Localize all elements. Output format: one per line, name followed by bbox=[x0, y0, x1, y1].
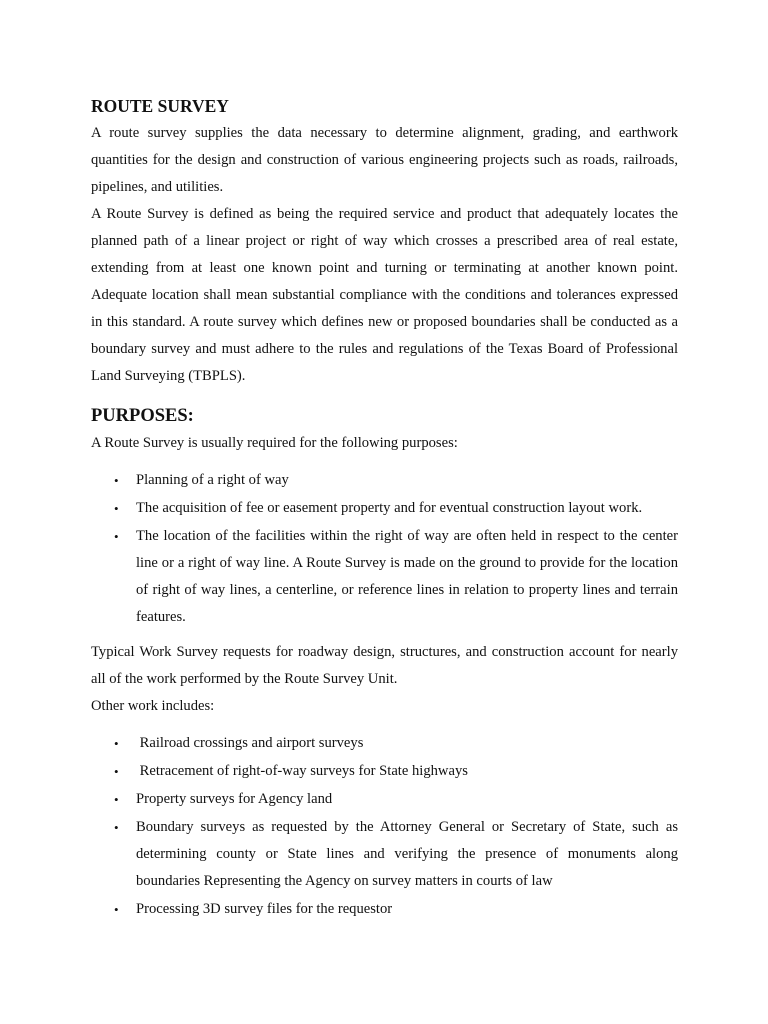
list-item-text: Planning of a right of way bbox=[136, 472, 289, 488]
list-item bbox=[91, 467, 678, 494]
bullet-icon: • bbox=[114, 792, 119, 807]
bullet-icon: • bbox=[114, 473, 119, 488]
list-item-text: Railroad crossings and airport surveys bbox=[136, 735, 364, 751]
list-item bbox=[91, 523, 678, 631]
list-item bbox=[91, 495, 678, 522]
list-item bbox=[91, 730, 678, 757]
work-paragraph: Typical Work Survey requests for roadway design, structures, and construction account for nearly all of the work performed by the Route Survey Unit. bbox=[91, 644, 678, 687]
list-item-text: Boundary surveys as requested by the Attorney General or Secretary of State, such as determining county or State lines and verifying the presence of monuments along boundaries Representing the Agency on survey matters in courts of law bbox=[136, 819, 678, 889]
bullet-icon: • bbox=[114, 736, 119, 751]
list-item-text: Property surveys for Agency land bbox=[136, 791, 333, 807]
list-item-text: Processing 3D survey files for the requestor bbox=[136, 901, 393, 917]
list-item-text: The location of the facilities within the right of way are often held in respect to the center line or a right of way line. A Route Survey is made on the ground to provide for the location of right of way lines, a centerline, or reference lines in relation to property lines and terrain features. bbox=[136, 528, 678, 625]
route-survey-definition: A Route Survey is defined as being the required service and product that adequately locates the planned path of a linear project or right of way which crosses a prescribed area of real estate, extending from at least one known point and turning or terminating at another known point. Adequate location shall mean substantial compliance with the conditions and tolerances expressed in this standard. A route survey which defines new or proposed boundaries shall be conducted as a boundary survey and must adhere to the rules and regulations of the Texas Board of Professional Land Surveying (TBPLS). bbox=[91, 206, 678, 384]
document-page bbox=[91, 94, 678, 924]
list-item-text: Retracement of right-of-way surveys for State highways bbox=[136, 763, 468, 779]
list-item bbox=[91, 896, 678, 923]
route-survey-intro: A route survey supplies the data necessary to determine alignment, grading, and earthwork quantities for the design and construction of various engineering projects such as roads, railroads, pipelines, and utilities. bbox=[91, 125, 678, 195]
route-survey-heading: ROUTE SURVEY bbox=[91, 96, 229, 116]
purposes-lead: A Route Survey is usually required for the following purposes: bbox=[91, 435, 458, 451]
list-item bbox=[91, 758, 678, 785]
bullet-icon: • bbox=[114, 820, 119, 835]
bullet-icon: • bbox=[114, 902, 119, 917]
list-item bbox=[91, 814, 678, 895]
other-work-lead: Other work includes: bbox=[91, 698, 215, 714]
bullet-icon: • bbox=[114, 529, 119, 544]
bullet-icon: • bbox=[114, 501, 119, 516]
list-item bbox=[91, 786, 678, 813]
bullet-icon: • bbox=[114, 764, 119, 779]
purposes-list bbox=[91, 467, 678, 631]
list-item-text: The acquisition of fee or easement property and for eventual construction layout work. bbox=[136, 500, 643, 516]
other-work-list bbox=[91, 730, 678, 923]
purposes-heading: PURPOSES: bbox=[91, 406, 194, 426]
